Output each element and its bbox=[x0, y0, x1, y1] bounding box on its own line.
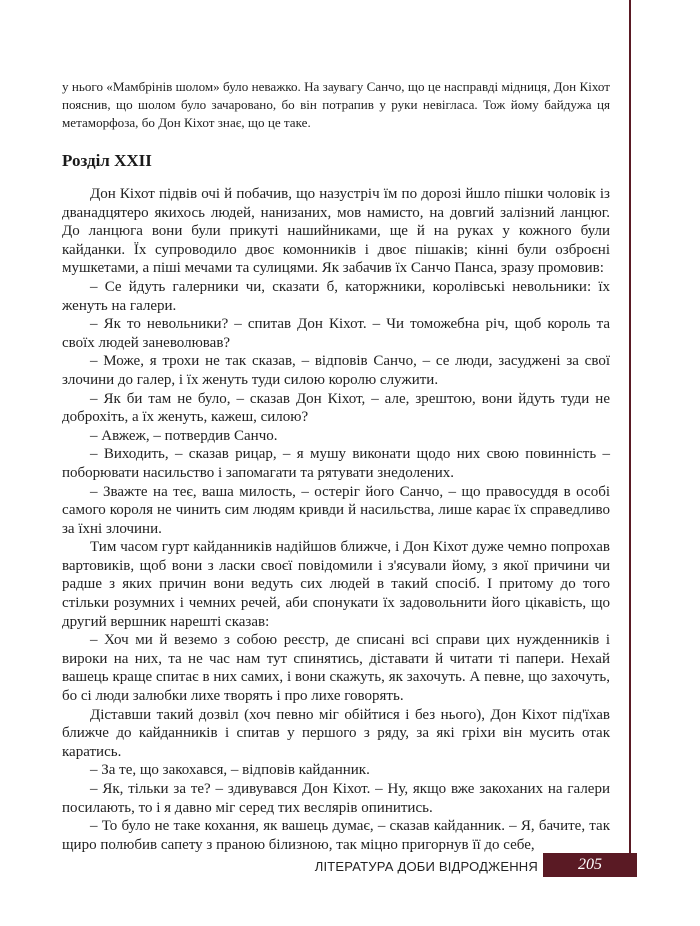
paragraph: – Хоч ми й веземо з собою реєстр, де списані всі справи цих нужденників і вироки на них, та не час нам тут спинятись, діставати й читати ті папери. Нехай вашець краще спитає в них самих, і вони скажуть, як захочуть. А певне, що захочуть, бо сі люди залюбки лихе творять і про лихе говорять. bbox=[62, 632, 610, 705]
paragraph: – Може, я трохи не так сказав, – відповів Санчо, – се люди, засуджені за свої злочини до галер, і їх женуть туди силою королю служити. bbox=[62, 353, 610, 388]
paragraph: – Се йдуть галерники чи, сказати б, каторжники, королівські невольники: їх женуть на галери. bbox=[62, 278, 610, 314]
paragraph: – За те, що закохався, – відповів кайданник. bbox=[90, 762, 370, 779]
paragraph: Тим часом гурт кайданників надійшов ближче, і Дон Кіхот дуже чемно попрохав вартовиків, щоб вони з ласки своєї повідомили і з'ясували йому, з якої причини чи радше з яких причин вони ведуть сих людей в такий спосіб. І притому до того стільки розумних і чемних речей, аби спонукати їх задовольнити його цікавість, що другий вершник нарешті сказав: bbox=[62, 539, 610, 630]
page-number-tab bbox=[543, 853, 637, 877]
paragraph: – Як би там не було, – сказав Дон Кіхот, – але, зрештою, вони йдуть туди не доброхіть, а їх женуть, кажеш, силою? bbox=[62, 390, 610, 426]
intro-text: у нього «Мамбрінів шолом» було неважко. На заувагу Санчо, що це насправді мідниця, Дон Кіхот пояснив, що шолом було зачаровано, бо він потрапив у руки невігласа. Тож йому байдужа ця метаморфоза, бо Дон Кіхот знає, що це таке. bbox=[62, 79, 610, 130]
chapter-title: Розділ XXII bbox=[62, 151, 152, 170]
paragraph: – Виходить, – сказав рицар, – я мушу виконати щодо них свою повинність – поборювати насильство і запомагати та рятувати знедолених. bbox=[62, 446, 610, 481]
paragraph: Дон Кіхот підвів очі й побачив, що назустріч їм по дорозі йшло пішки чоловік із дванадцятеро якихось людей, нанизаних, мов намисто, на довгий залізний ланцюг. До ланцюга вони були прикуті нашийниками, ще й на руках у кожного були кайданки. Їх супроводило двоє комонників і двоє пішаків; кінні були озброєні мушкетами, а піші мечами та сулицями. Як забачив їх Санчо Панса, зразу промовив: bbox=[62, 186, 610, 277]
paragraph: – Зважте на теє, ваша милость, – остеріг його Санчо, – що правосуддя в особі самого короля не чинить сим людям кривди й насильства, лише карає їх справедливо за їхні злочини. bbox=[62, 483, 610, 537]
page-number: 205 bbox=[578, 856, 602, 873]
running-footer-title: ЛІТЕРАТУРА ДОБИ ВІДРОДЖЕННЯ bbox=[314, 859, 538, 874]
paragraph: – Як то невольники? – спитав Дон Кіхот. – Чи томожебна річ, щоб король та своїх людей заневолював? bbox=[62, 316, 610, 351]
paragraph: – То було не таке кохання, як вашець думає, – сказав кайданник. – Я, бачите, так щиро полюбив сапету з праною білизною, так міцно пригорнув її до себе, bbox=[62, 818, 610, 853]
paragraph: – Як, тільки за те? – здивувався Дон Кіхот. – Ну, якщо вже закоханих на галери посилають, то і я давно міг серед тих веслярів опинитись. bbox=[62, 781, 610, 816]
paragraph: Діставши такий дозвіл (хоч певно міг обійтися і без нього), Дон Кіхот під'їхав ближче до кайданників і спитав у першого з ряду, за які гріхи він мусить отак каратись. bbox=[62, 706, 610, 760]
chapter-body bbox=[62, 185, 610, 854]
intro-summary bbox=[62, 78, 610, 132]
paragraph: – Авжеж, – потвердив Санчо. bbox=[90, 427, 278, 444]
page-edge-rule bbox=[629, 0, 631, 862]
